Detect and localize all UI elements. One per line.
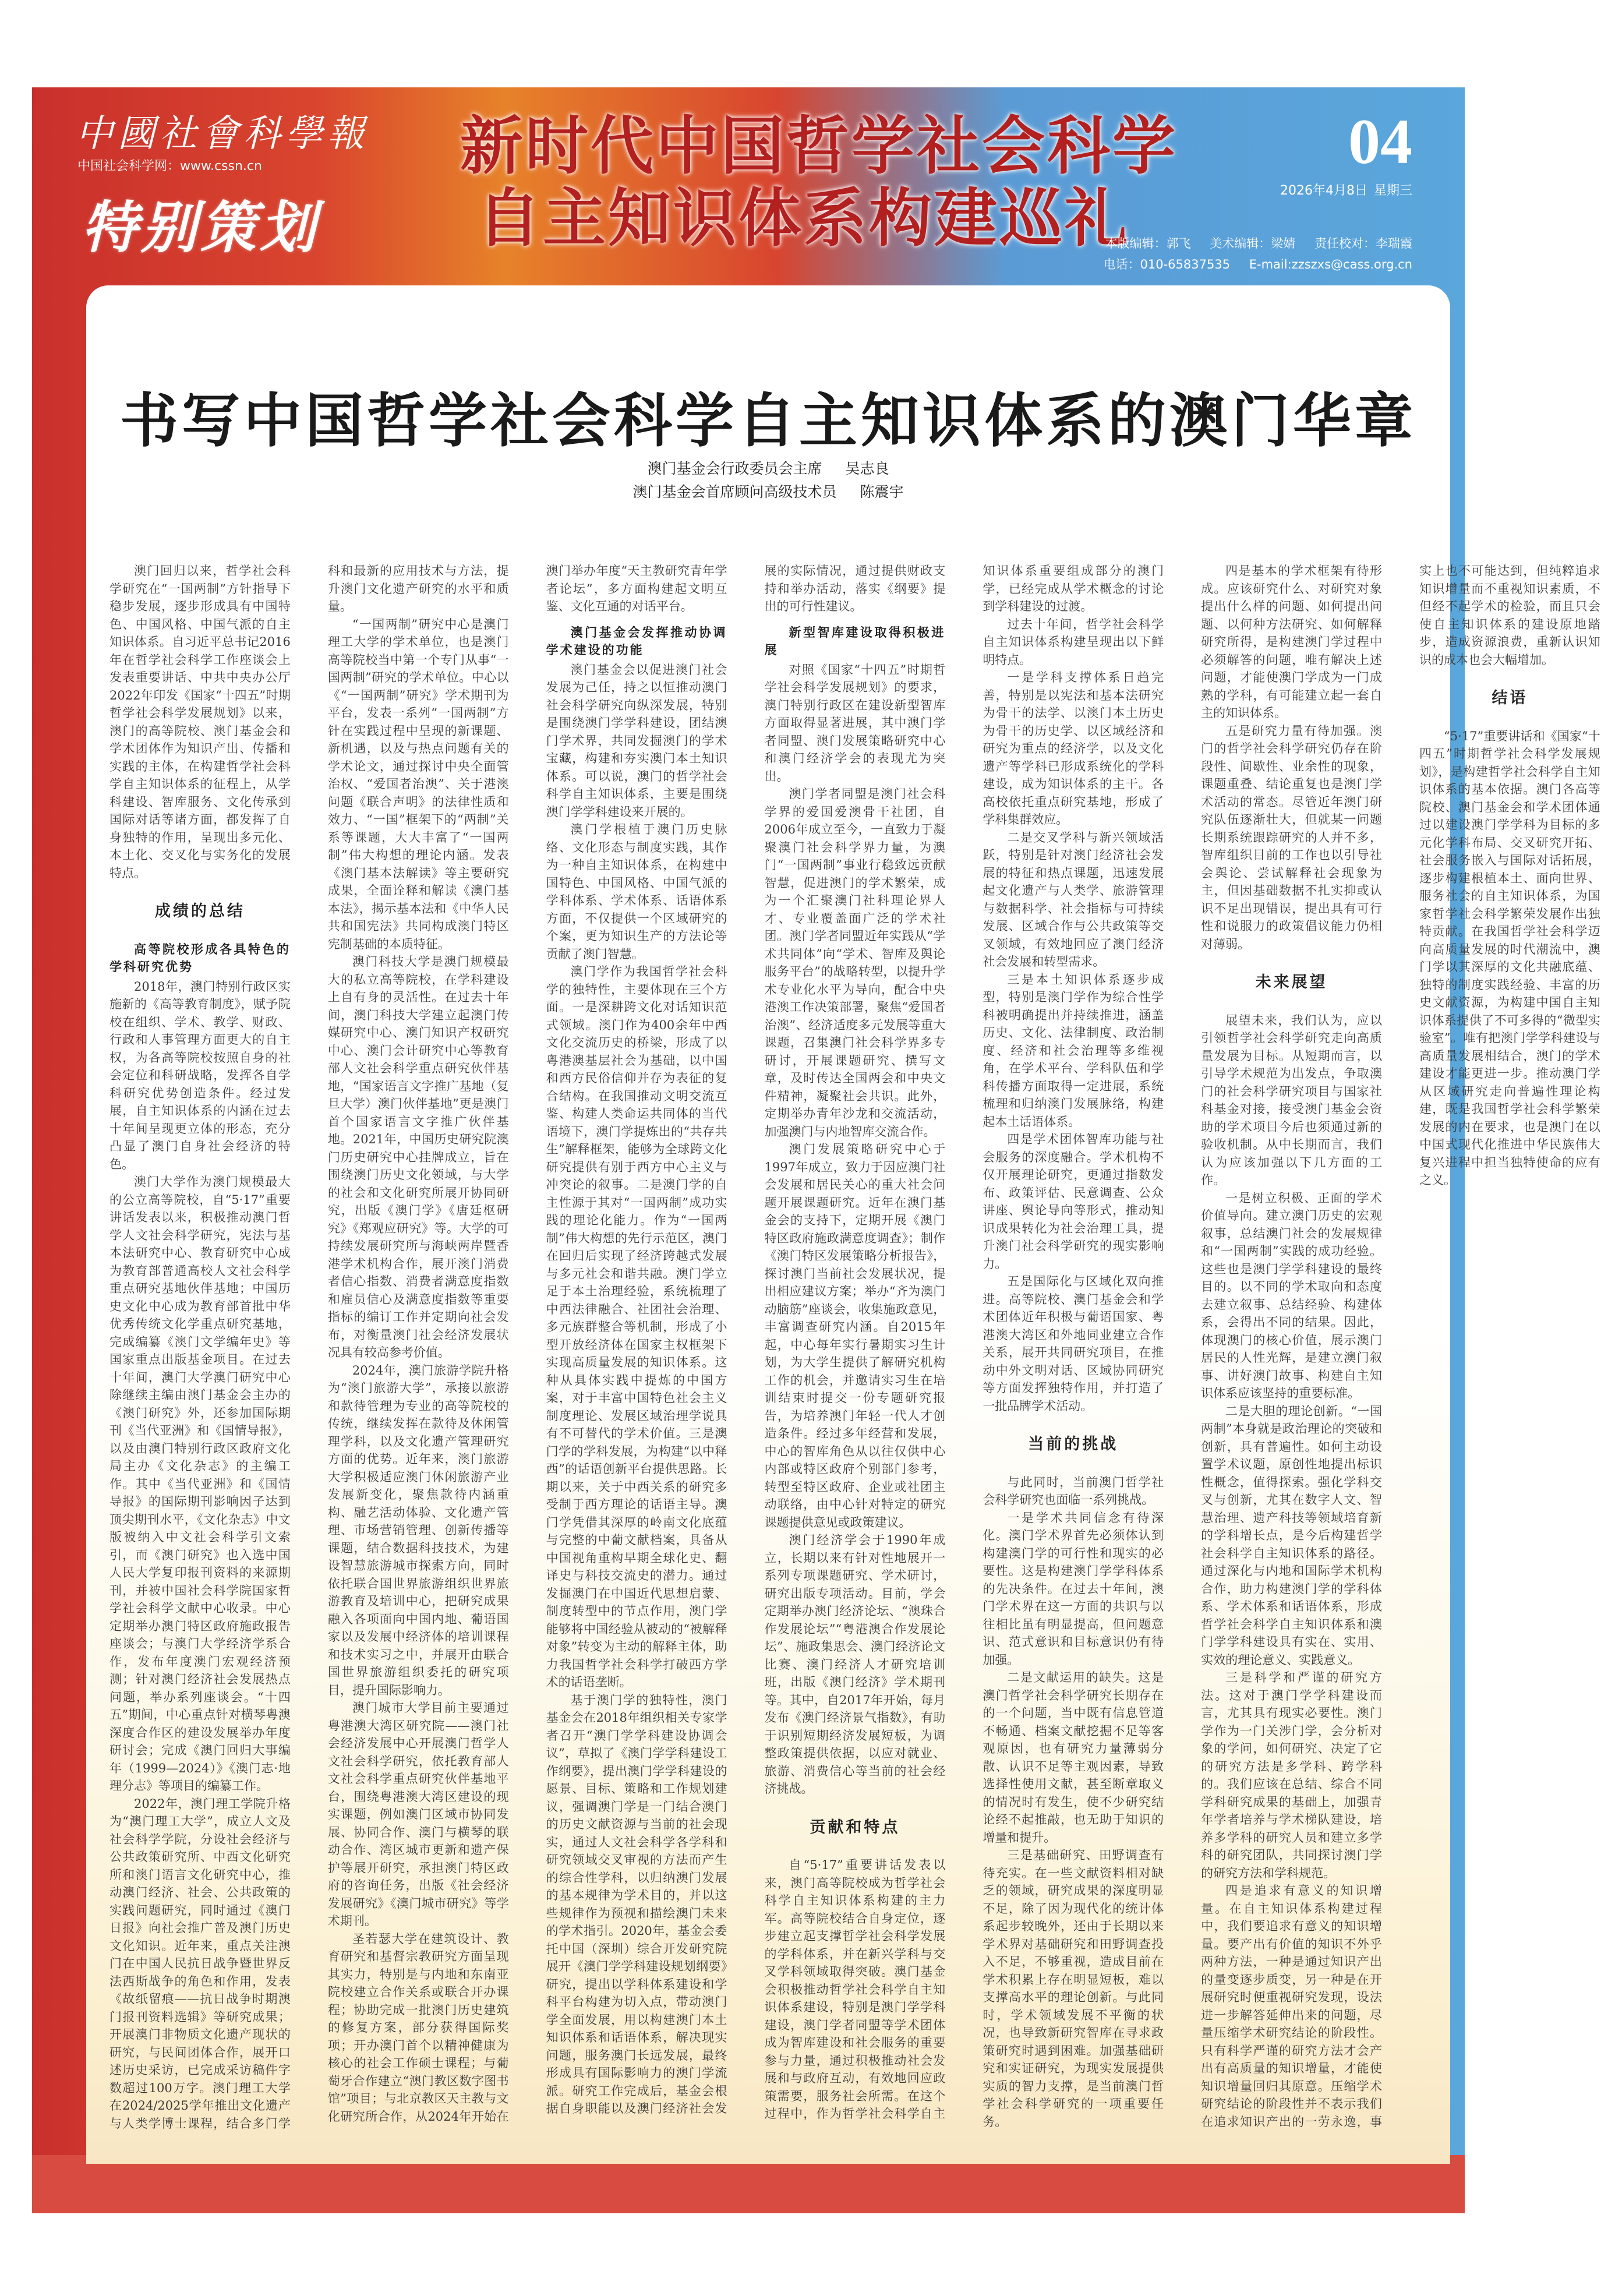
issue-date: 2026年4月8日 星期三 xyxy=(1280,183,1412,198)
paragraph: 对照《国家“十四五”时期哲学社会科学发展规划》的要求，澳门特别行政区在建设新型智库方面取得显著进展，其中澳门学者同盟、澳门发展策略研究中心和澳门经济学会的表现尤为突出。 xyxy=(764,662,946,783)
paragraph: 一是学术共同信念有待深化。澳门学术界首先必须体认到构建澳门学的可行性和现实的必要性。这是构建澳门学学科体系的先决条件。在过去十年间，澳门学术界在这一方面的共识与以往相比虽有明显提高，但问题意识、范式意识和目标意识仍有待加强。 xyxy=(983,1510,1164,1667)
paragraph: 四是追求有意义的知识增量。在自主知识体系构建过程中，我们要追求有意义的知识增量。要产出有价值的知识不外乎两种方法，一种是通过知识产出的量变逐步质变，另一种是在开展研究时便重视研究发现，设法进一步解答延伸出来的问题，尽量压缩学术研究结论的阶段性。只有科学严谨的研究方法才会产出有高质量的知识增量，才能使知识增量回归其原意。压缩学术研究结论的阶段性并不表示我们在追求知识产出的一劳永逸，事实上也不可能达到，但纯粹追求知识增量而不重视知识素质，不但经不起学术的检验，而且只会使自主知识体系的建设原地踏步，造成资源浪费，重新认识知识的成本也会大幅增加。 xyxy=(1201,564,1600,2129)
paragraph: 三是科学和严谨的研究方法。这对于澳门学学科建设而言，尤其具有现实必要性。澳门学作为一门关涉门学，会分析对象的学问，如何研究、决定了它的研究方法是多学科、跨学科的。我们应该在总结、综合不同学科研究成果的基础上，加强青年学者培养与学术梯队建设，培养多学科的研究人员和建立多学科的研究团队，共同探讨澳门学的研究方法和学科规范。 xyxy=(1201,1670,1382,1880)
page-frame-bottom-band xyxy=(32,2155,1465,2213)
section-heading: 贡献和特点 xyxy=(810,1818,900,1836)
paragraph: 四是基本的学术框架有待形成。应该研究什么、对研究对象提出什么样的问题、如何提出问题、以何种方法研究、如何解释研究所得，是构建澳门学过程中必须解答的问题，唯有解决上述问题，才能使澳门学成为一门成熟的学科，有可能建立起一套自主的知识体系。 xyxy=(1201,564,1382,720)
paragraph: 2024年，澳门旅游学院升格为“澳门旅游大学”，承接以旅游和款待管理为专业的高等院校的传统，继续发挥在款待及休闲管理学科，以及文化遗产管理研究方面的优势。近年来，澳门旅游大学积极适应澳门休闲旅游产业发展新变化，聚焦款待内涵重构、融艺活动体验、文化遗产管理、市场营销管理、创新传播等课题，结合数据科技技术，为建设智慧旅游城市探索方向，同时依托联合国世界旅游组织世界旅游教育及培训中心，把研究成果融入各项面向中国内地、葡语国家以及发展中经济体的培训课程和技术实习之中，并展开由联合国世界旅游组织委托的研究项目，提升国际影响力。 xyxy=(327,1363,509,1697)
paragraph: 一是树立积极、正面的学术价值导向。建立澳门历史的宏观叙事，总结澳门社会的发展规律和“一国两制”实践的成功经验。这些也是澳门学学科建设的最终目的。以不同的学术取向和态度去建立叙事、总结经验、构建体系，会得出不同的结果。因此，体现澳门的核心价值，展示澳门居民的人性光辉，是建立澳门叙事、讲好澳门故事、构建自主知识体系应该坚持的重要标准。 xyxy=(1201,1191,1382,1400)
paragraph: “5·17”重要讲话和《国家“十四五”时期哲学社会科学发展规划》，是构建哲学社会科学自主知识体系的基本依据。澳门各高等院校、澳门基金会和学术团体通过以建设澳门学学科为目标的多元化学科布局、交叉研究开拓、社会服务嵌入与国际对话拓展，逐步构建根植本土、面向世界、服务社会的自主知识体系，为国家哲学社会科学繁荣发展作出独特贡献。在我国哲学社会科学迈向高质量发展的时代潮流中，澳门学以其深厚的文化共融底蕴、独特的制度实践经验、丰富的历史文献资源，为构建中国自主知识体系提供了不可多得的“微型实验室”。唯有把澳门学学科建设与高质量发展相结合，澳门的学术建设才能更进一步。推动澳门学从区域研究走向普遍性理论构建，既是我国哲学社会科学繁荣发展的内在要求，也是澳门在以中国式现代化推进中华民族伟大复兴进程中担当独特使命的应有之义。 xyxy=(1419,729,1600,1187)
author-name: 吴志良 xyxy=(845,460,889,477)
masthead xyxy=(32,87,1465,282)
subsection-heading: 高等院校形成各具特色的学科研究优势 xyxy=(109,942,291,974)
paragraph: 五是研究力量有待加强。澳门的哲学社会科学研究仍存在阶段性、间歇性、业余性的现象，课题重叠、结论重复也是澳门学术活动的常态。尽管近年澳门研究队伍逐渐壮大，但就某一问题长期系统跟踪研究的人并不多，智库组织目前的工作也以引导社会舆论、尝试解释社会现象为主，但因基础数据不扎实抑或认识不足出现错误，提出具有可行性和说服力的政策倡议能力仍相对薄弱。 xyxy=(1201,723,1382,951)
paragraph: 圣若瑟大学在建筑设计、教育研究和基督宗教研究方面呈现其实力，特别是与内地和东南亚院校建立合作关系或联合开办课程；协助完成一批澳门历史建筑的修复方案，部分获得国际奖项；开办澳门首个以精神健康为核心的社会工作硕士课程；与葡萄牙合作建立“澳门教区数字图书馆”项目；与北京教区天主教与文化研究所合作，从2024年开始在澳门举办年度“天主教研究青年学者论坛”，多方面构建起文明互鉴、文化互通的对话平台。 xyxy=(327,564,727,2124)
paragraph: 三是基础研究、田野调查有待充实。在一些文献资料相对缺乏的领域，研究成果的深度明显不足，除了因为现代化的统计体系起步较晚外，还由于长期以来学术界对基础研究和田野调查投入不足，不够重视，造成目前在学术积累上存在明显短板，难以支撑高水平的理论创新。与此同时，学术领域发展不平衡的状况，也导致新研究智库在寻求政策研究时遇到困难。加强基础研究和实证研究，为现实发展提供实质的智力支撑，是当前澳门哲学社会科学研究的一项重要任务。 xyxy=(983,1848,1164,2129)
website-link[interactable]: 中国社会科学网：www.cssn.cn xyxy=(77,159,262,174)
paragraph: “一国两制”研究中心是澳门理工大学的学术单位，也是澳门高等院校当中第一个专门从事“一国两制”研究的学术单位。中心以《“一国两制”研究》学术期刊为平台，发表一系列“一国两制”方针在实践过程中呈现的新课题、新机遇，以及与热点问题有关的学术论文，通过探讨中央全面管治权、“爱国者治澳”、关于港澳问题《联合声明》的法律性质和效力、“一国”框架下的“两制”关系等课题，大大丰富了“一国两制”伟大构想的理论内涵。发表《澳门基本法解读》等主要研究成果，全面诠释和解读《澳门基本法》，揭示基本法和《中华人民共和国宪法》共同构成澳门特区宪制基础的本质特征。 xyxy=(327,617,509,951)
paragraph: 与此同时，当前澳门哲学社会科学研究也面临一系列挑战。 xyxy=(983,1475,1164,1507)
page-number: 04 xyxy=(1348,106,1412,177)
paragraph: 澳门学根植于澳门历史脉络、文化形态与制度实践，其作为一种自主知识体系，在构建中国特色、中国风格、中国气派的学科体系、学术体系、话语体系方面，不仅提供一个区域研究的个案，更为知识生产的方法论等贡献了澳门智慧。 xyxy=(546,822,727,961)
series-title-line2: 自主知识体系构建巡礼 xyxy=(478,182,1130,255)
paragraph: 过去十年间，哲学社会科学自主知识体系构建呈现出以下鲜明特点。 xyxy=(983,617,1164,667)
proofreader: 责任校对：李瑞霞 xyxy=(1314,236,1412,250)
article-body xyxy=(109,562,1600,2135)
paragraph: 2022年，澳门理工学院升格为“澳门理工大学”，成立人文及社会科学学院，分设社会经济与公共政策研究所、中西文化研究所和澳门语言文化研究中心，推动澳门经济、社会、公共政策的实践问题研究，同时通过《澳门日报》向社会推广普及澳门历史文化知识。近年来，重点关注澳门在中国人民抗日战争暨世界反法西斯战争的角色和作用，发表《故纸留痕——抗日战争时期澳门报刊资料选辑》等研究成果；开展澳门非物质文化遗产现状的研究，与民间团体合作，展开口述历史采访，已完成采访稿件字数超过100万字。澳门理工大学在2024/2025学年推出文化遗产与人类学博士课程，结合多门学科和最新的应用技术与方法，提升澳门文化遗产研究的水平和质量。 xyxy=(109,564,509,2131)
section-heading: 未来展望 xyxy=(1255,973,1328,991)
art-editor: 美术编辑：梁婧 xyxy=(1210,236,1296,250)
paragraph: 一是学科支撑体系日趋完善，特别是以宪法和基本法研究为骨干的法学、以澳门本土历史为骨干的历史学、以区域经济和研究为重点的经济学，以及文化遗产等学科已形成系统化的学科建设，成为知识体系的主干。各高校依托重点研究基地，形成了学科集群效应。 xyxy=(983,670,1164,826)
section-heading: 当前的挑战 xyxy=(1028,1435,1119,1453)
subsection-heading: 新型智库建设取得积极进展 xyxy=(764,625,946,657)
byline xyxy=(86,457,1450,481)
email-link[interactable]: E-mail:zzszxs@cass.org.cn xyxy=(1249,257,1412,271)
paragraph: 展望未来，我们认为，应以引领哲学社会科学研究走向高质量发展为目标。从短期而言，以引导学术规范为出发点，争取澳门的社会科学研究项目与国家社科基金对接，接受澳门基金会资助的学术项目今后也须通过新的验收机制。从中长期而言，我们认为应该加强以下几方面的工作。 xyxy=(1201,1013,1382,1187)
paragraph: 基于澳门学的独特性，澳门基金会在2018年组织相关专家学者召开“澳门学学科建设协调会议”，草拟了《澳门学学科建设工作纲要》，提出澳门学学科建设的愿景、目标、策略和工作规划建议，强调澳门学是一门结合澳门的历史文献资源与当前的社会现实，通过人文社会科学各学科和研究领域交叉审视的方法而产生的综合性学科，以归纳澳门发展的基本规律为学术目的，并以这些规律作为预视和描绘澳门未来的学术指引。2020年，基金会委托中国（深圳）综合开发研究院展开《澳门学学科建设规划纲要》研究，提出以学科体系建设和学科平台构建为切入点，带动澳门学全面发展，用以构建澳门本土知识体系和话语体系，解决现实问题，服务澳门长远发展，最终形成具有国际影响力的澳门学流派。研究工作完成后，基金会根据自身职能以及澳门经济社会发展的实际情况，通过提供财政支持和举办活动，落实《纲要》提出的可行性建议。 xyxy=(546,564,946,2115)
editor-credits xyxy=(1089,233,1412,275)
editor: 本版编辑：郭飞 xyxy=(1105,236,1191,250)
paragraph: 三是本土知识体系逐步成型，特别是澳门学作为综合性学科被明确提出并持续推进，涵盖历史、文化、法律制度、政治制度、经济和社会治理等多维视角，在学术平台、学科队伍和学科传播方面取得一定进展，系统梳理和归纳澳门发展脉络，构建起本土话语体系。 xyxy=(983,972,1164,1129)
article-title: 书写中国哲学社会科学自主知识体系的澳门华章 xyxy=(120,387,1416,455)
series-banner xyxy=(460,111,1178,255)
section-heading: 成绩的总结 xyxy=(154,902,245,920)
paragraph: 澳门城市大学目前主要通过粤港澳大湾区研究院——澳门社会经济发展中心开展澳门哲学人文社会科学研究，依托教育部人文社会科学重点研究伙伴基地平台，围绕粤港澳大湾区建设的现实课题，例如澳门区域市协同发展、协同合作、澳门与横琴的联动合作、湾区城市更新和遗产保护等展开研究，承担澳门特区政府的咨询任务，出版《社会经济发展研究》《澳门城市研究》等学术期刊。 xyxy=(327,1701,509,1928)
paragraph: 自“5·17”重要讲话发表以来，澳门高等院校成为哲学社会科学自主知识体系构建的主力军。高等院校结合自身定位，逐步建立起支撑哲学社会科学发展的学科体系，并在新兴学科与交叉学科领域取得突破。澳门基金会积极推动哲学社会科学自主知识体系建设，特别是澳门学学科建设，澳门学者同盟等学术团体成为智库建设和社会服务的重要参与力量，通过积极推动社会发展和与政府互动，有效地回应政策需要，服务社会所需。在这个过程中，作为哲学社会科学自主知识体系重要组成部分的澳门学，已经完成从学术概念的讨论到学科建设的过渡。 xyxy=(764,564,1164,2121)
byline xyxy=(86,481,1450,504)
phone: 电话：010-65837535 xyxy=(1103,257,1231,271)
bylines xyxy=(86,457,1450,504)
newspaper-logo: 中國社會科學報 xyxy=(76,112,369,156)
series-title-line1: 新时代中国哲学社会科学 xyxy=(460,110,1178,183)
paragraph: 澳门科技大学是澳门规模最大的私立高等院校，在学科建设上自有身的灵活性。在过去十年间，澳门科技大学建立起澳门传媒研究中心、澳门知识产权研究中心、澳门会计研究中心等教育部人文社会科学重点研究伙伴基地，“国家语言文字推广基地（复旦大学）澳门伙伴基地”更是澳门首个国家语言文字推广伙伴基地。2021年，中国历史研究院澳门历史研究中心挂牌成立，旨在围绕澳门历史文化领域，与大学的社会和文化研究所展开协同研究，出版《澳门学》《唐廷枢研究》《郑观应研究》等。大学的可持续发展研究所与海峡两岸暨香港学术机构合作，展开澳门消费者信心指数、消费者满意度指数和雇员信心及满意度指数等重要指标的编订工作并定期向社会发布，对衡量澳门社会经济发展状况具有较高参考价值。 xyxy=(327,955,509,1359)
paragraph: 澳门经济学会于1990年成立，长期以来有针对性地展开一系列专项课题研究、学术研讨，研究出版专项活动。目前，学会定期举办澳门经济论坛、“澳珠合作发展论坛”“粤港澳合作发展论坛”、施政集思会、澳门经济论文比赛、澳门经济人才研究培训班，出版《澳门经济》学术期刊等。其中，自2017年开始，每月发布《澳门经济景气指数》，有助于识别短期经济发展短板，为调整政策提供依据，以应对就业、旅游、消费信心等当前的社会经济挑战。 xyxy=(764,1533,946,1796)
intro-paragraph: 澳门回归以来，哲学社会科学研究在“一国两制”方针指导下稳步发展，逐步形成具有中国特色、中国风格、中国气派的自主知识体系。自习近平总书记2016年在哲学社会科学工作座谈会上发表重要讲话、中共中央办公厅2022年印发《国家“十四五”时期哲学社会科学发展规划》以来，澳门的高等院校、澳门基金会和学术团体作为知识产出、传播和实践的主体，在构建哲学社会科学自主知识体系的征程上，从学科建设、智库服务、文化传承到国际对话等诸方面，都发挥了自身独特的作用，呈现出多元化、本土化、交叉化与实务化的发展特点。 xyxy=(109,564,291,880)
paragraph: 澳门大学作为澳门规模最大的公立高等院校，自“5·17”重要讲话发表以来，积极推动澳门哲学人文社会科学研究，宪法与基本法研究中心、教育研究中心成为教育部普通高校人文社会科学重点研究基地伙伴基地；中国历史文化中心成为教育部首批中华优秀传统文化学重点研究基地，完成编纂《澳门文学编年史》等国家重点出版基金项目。在过去十年间，澳门大学澳门研究中心除继续主编由澳门基金会主办的《澳门研究》外，还参加国际期刊《当代亚洲》和《国情导报》，以及由澳门特别行政区政府文化局主办《文化杂志》的主编工作。其中《当代亚洲》和《国情导报》的国际期刊影响因子达到顶尖期刊水平，《文化杂志》中文版被纳入中文社会科学引文索引，而《澳门研究》也入选中国人民大学复印报刊资料的来源期刊，并被中国社会科学院国家哲学社会科学文献中心收录。中心定期举办澳门特区政府施政报告座谈会；与澳门大学经济学系合作，发布年度澳门宏观经济预测；针对澳门经济社会发展热点问题，举办系列座谈会。“十四五”期间，中心重点针对横琴粤澳深度合作区的建设发展举办年度研讨会；完成《澳门回归大事编年（1999—2024）》《澳门志·地理分志》等项目的编纂工作。 xyxy=(109,1175,291,1793)
paragraph: 澳门学作为我国哲学社会科学的独特性，主要体现在三个方面。一是深耕跨文化对话知识范式领域。澳门作为400余年中西文化交流历史的桥梁，形成了以粤港澳基层社会为基础，以中国和西方民俗信仰并存为表征的复合结构。在我国推动文明交流互鉴、构建人类命运共同体的当代语境下，澳门学提炼出的“共存共生”解释框架，能够为全球跨文化研究提供有别于西方中心主义与冲突论的叙事。二是澳门学的自主性源于其对“一国两制”成功实践的理论化能力。作为“一国两制”伟大构想的先行示范区，澳门在回归后实现了经济跨越式发展与多元社会和谐共融。澳门学立足于本土治理经验，系统梳理了中西法律融合、社团社会治理、多元族群整合等机制，形成了小型开放经济体在国家主权框架下实现高质量发展的知识体系。这种从具体实践中提炼的中国方案，对于丰富中国特色社会主义制度理论、发展区域治理学说具有不可替代的学术价值。三是澳门学的学科发展，为构建“以中释西”的话语创新平台提供思路。长期以来，关于中西关系的研究多受制于西方理论的话语主导。澳门学凭借其深厚的岭南文化底蕴与完整的中葡文献档案，具备从中国视角重构早期全球化史、翻译史与科技交流史的潜力。通过发掘澳门在中国近代思想启蒙、制度转型中的节点作用，澳门学能够将中国经验从被动的“被解释对象”转变为主动的解释主体，助力我国哲学社会科学打破西方学术的话语垄断。 xyxy=(546,965,727,1689)
paragraph: 五是国际化与区域化双向推进。高等院校、澳门基金会和学术团体近年积极与葡语国家、粤港澳大湾区和外地同业建立合作关系，展开共同研究项目，在推动中外文明对话、区域协同研究等方面发挥独特作用，并打造了一批品牌学术活动。 xyxy=(983,1274,1164,1413)
author-role: 澳门基金会首席顾问高级技术员 xyxy=(632,483,837,500)
section-heading: 结语 xyxy=(1492,689,1528,707)
author-name: 陈震宇 xyxy=(860,483,904,500)
article-panel xyxy=(86,285,1600,2164)
paragraph: 澳门发展策略研究中心于1997年成立，致力于因应澳门社会发展和居民关心的重大社会问题开展课题研究。近年在澳门基金会的支持下，定期开展《澳门特区政府施政满意度调查》；制作《澳门特区发展策略分析报告》，探讨澳门当前社会发展状况，提出相应建议方案；举办“齐为澳门动脑筋”座谈会，收集施政意见，丰富调查研究内涵。自2015年起，中心每年实行暑期实习生计划，为大学生提供了解研究机构工作的机会，并邀请实习生在培训结束时提交一份专题研究报告，为培养澳门年轻一代人才创造条件。经过多年经营和发展，中心的智库角色从以往仅供中心内部或特区政府个别部门参考，转型至特区政府、企业或社团主动联络，由中心针对特定的研究课题提供意见或政策建议。 xyxy=(764,1142,946,1530)
paragraph: 澳门基金会以促进澳门社会发展为己任，持之以恒推动澳门社会科学研究向纵深发展，特别是围绕澳门学学科建设，团结澳门学术界，共同发掘澳门的学术宝藏，构建和夯实澳门本土知识体系。可以说，澳门的哲学社会科学自主知识体系，主要是围绕澳门学学科建设来开展的。 xyxy=(546,662,727,819)
paragraph: 二是交叉学科与新兴领域活跃，特别是针对澳门经济社会发展的特征和热点课题，迅速发展起文化遗产与人类学、旅游管理与数据科学、社会指标与可持续发展、区域合作与公共政策等交叉领域，有效地回应了澳门经济社会发展和转型需求。 xyxy=(983,830,1164,969)
paragraph: 四是学术团体智库功能与社会服务的深度融合。学术机构不仅开展理论研究，更通过指数发布、政策评估、民意调查、公众讲座、舆论导向等形式，推动知识成果转化为社会治理工具，提升澳门社会科学研究的现实影响力。 xyxy=(983,1132,1164,1271)
paragraph: 二是大胆的理论创新。“一国两制”本身就是政治理论的突破和创新，具有普遍性。如何主动设置学术议题，原创性地提出标识性概念，值得探索。强化学科交叉与创新，尤其在数字人文、智慧治理、遗产科技等领域培育新的学科增长点，是今后构建哲学社会科学自主知识体系的路径。通过深化与内地和国际学术机构合作，助力构建澳门学的学科体系、学术体系和话语体系，形成哲学社会科学自主知识体系和澳门学学科建设具有实在、实用、实效的理论意义、实践意义。 xyxy=(1201,1404,1382,1667)
author-role: 澳门基金会行政委员会主席 xyxy=(647,460,822,477)
paragraph: 二是文献运用的缺失。这是澳门哲学社会科学研究长期存在的一个问题，当中既有信息管道不畅通、档案文献挖掘不足等客观原因，也有研究力量薄弱分散、认识不足等主观因素，导致选择性使用文献，甚至断章取义的情况时有发生，使不少研究结论经不起推敲，也无助于知识的增量和提升。 xyxy=(983,1670,1164,1845)
paragraph: 2018年，澳门特别行政区实施新的《高等教育制度》，赋予院校在组织、学术、教学、财政、行政和人事管理方面更大的自主权，为各高等院校按照自身的社会定位和科研战略，发挥各自学科研究优势创造条件。经过发展，自主知识体系的内涵在过去十年间呈现更立体的形态，充分凸显了澳门自身社会经济的特色。 xyxy=(109,979,291,1171)
column-label: 特别策划 xyxy=(82,195,319,260)
subsection-heading: 澳门基金会发挥推动协调学术建设的功能 xyxy=(546,625,727,657)
paragraph: 澳门学者同盟是澳门社会科学界的爱国爱澳骨干社团，自2006年成立至今，一直致力于凝聚澳门社会科学界力量，为澳门“一国两制”事业行稳致远贡献智慧，促进澳门的学术繁荣，成为一个汇聚澳门社科理论界人才、专业覆盖面广泛的学术社团。澳门学者同盟近年实践从“学术共同体”向“学术、智库及舆论服务平台”的战略转型，以提升学术专业化水平为导向，配合中央港澳工作决策部署，聚焦“爱国者治澳”、经济适度多元发展等重大课题，召集澳门社会科学界多专研讨，开展课题研究、撰写文章，及时传达全国两会和中央文件精神，凝聚社会共识。此外，定期举办青年沙龙和交流活动，加强澳门与内地智库交流合作。 xyxy=(764,787,946,1139)
